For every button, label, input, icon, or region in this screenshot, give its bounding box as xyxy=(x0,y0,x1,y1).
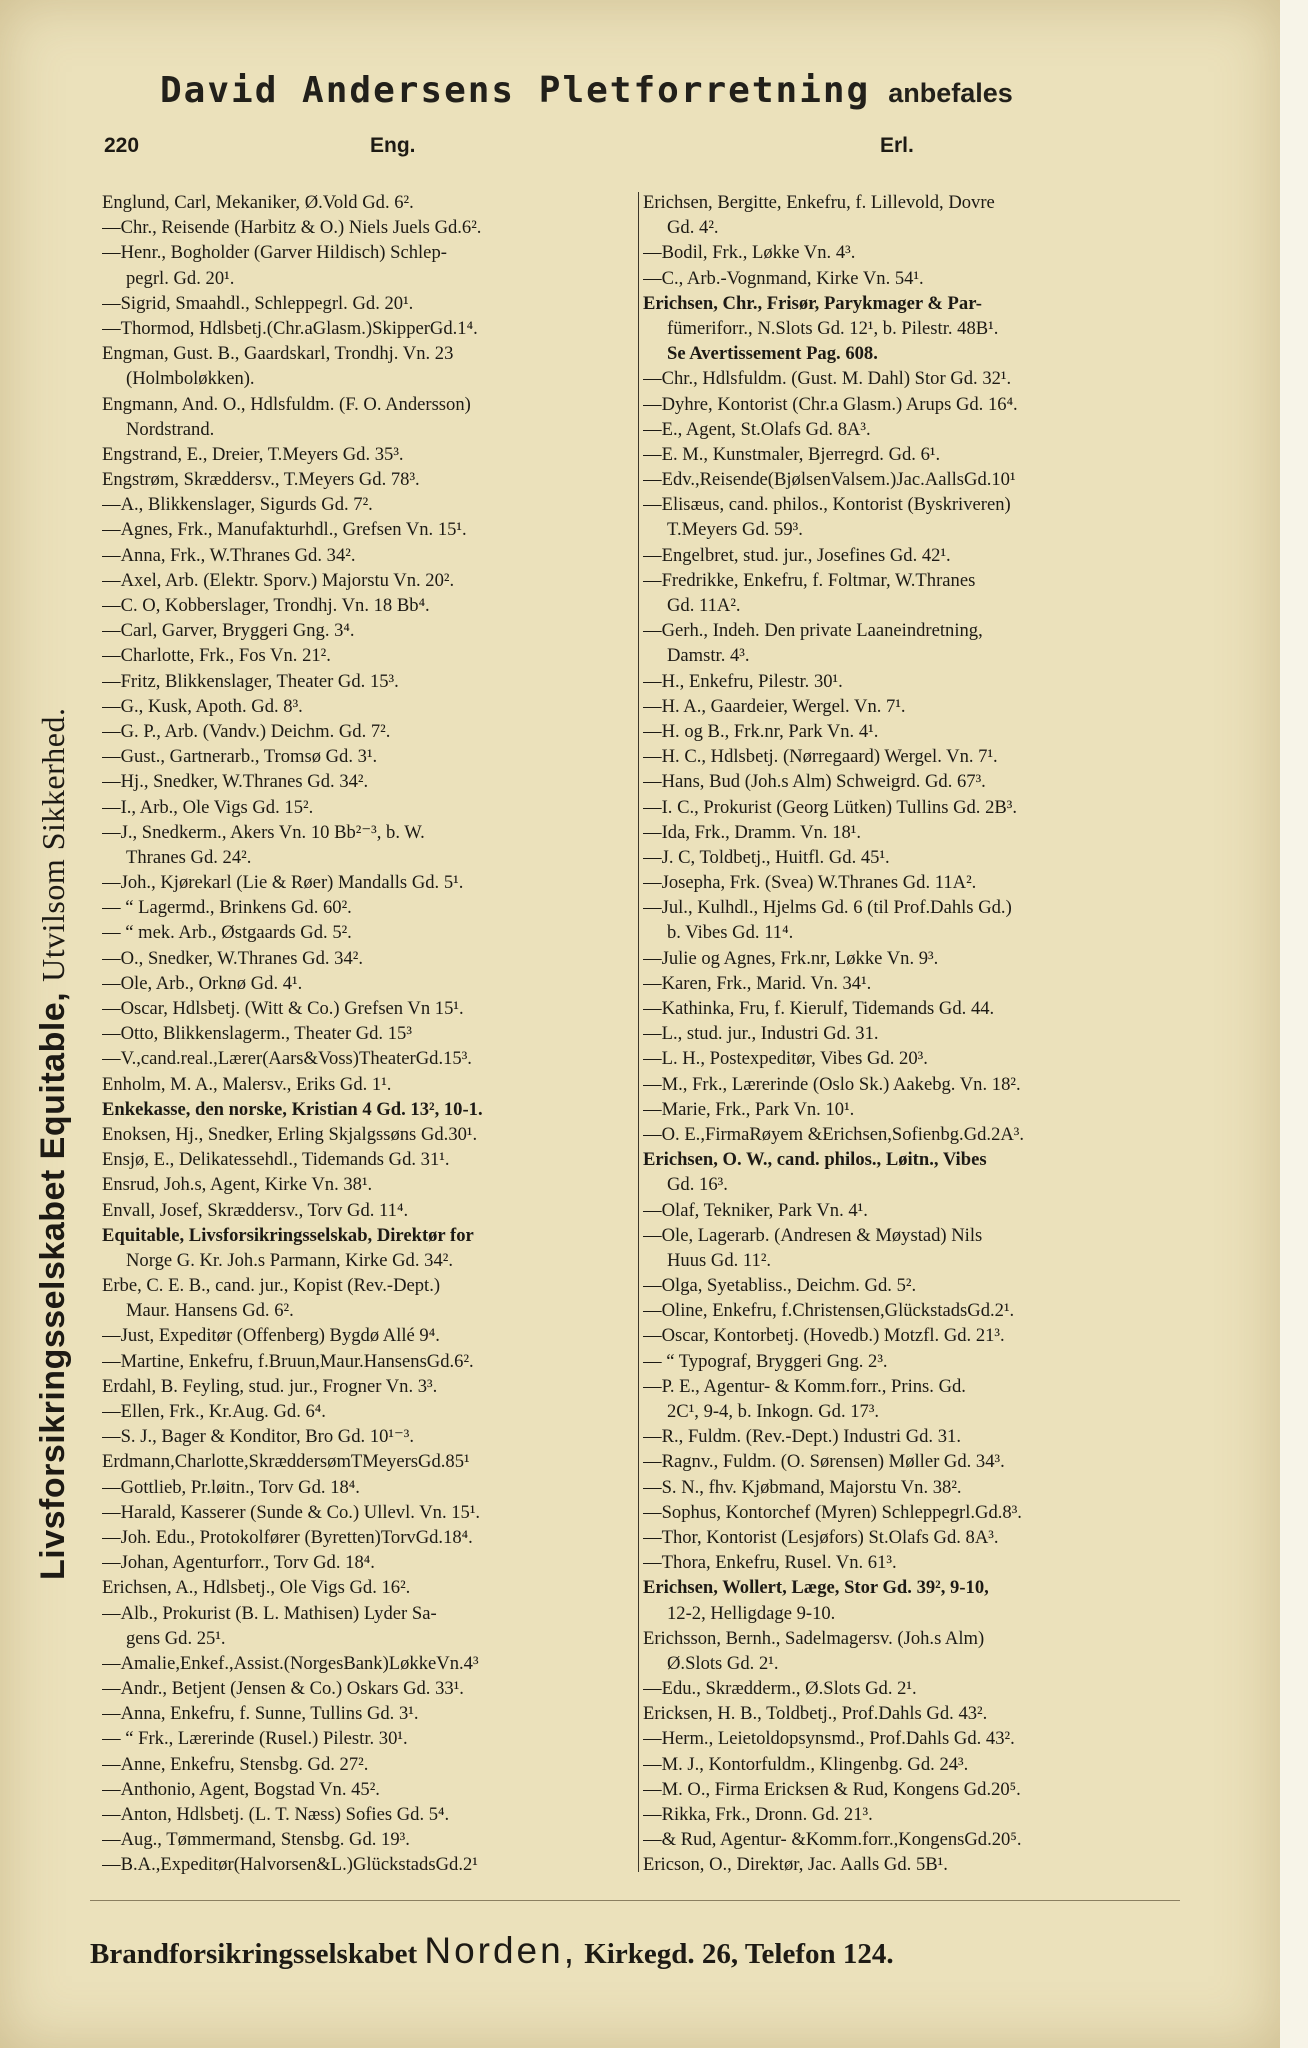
directory-line: gens Gd. 25¹. xyxy=(126,1627,226,1649)
directory-line: —Anna, Frk., W.Thranes Gd. 34². xyxy=(102,544,356,566)
directory-line: Maur. Hansens Gd. 6². xyxy=(126,1300,294,1322)
directory-line: —Just, Expeditør (Offenberg) Bygdø Allé 9⁴. xyxy=(102,1325,440,1347)
directory-line: —Joh. Edu., Protokolfører (Byretten)TorvGd.18⁴. xyxy=(102,1526,473,1548)
directory-line: Ericson, O., Direktør, Jac. Aalls Gd. 5B¹. xyxy=(643,1854,948,1876)
right-column xyxy=(643,190,1203,1878)
directory-line: —H. og B., Frk.nr, Park Vn. 4¹. xyxy=(643,720,879,742)
directory-line: —Ida, Frk., Dramm. Vn. 18¹. xyxy=(643,821,862,843)
directory-line: —Joh., Kjørekarl (Lie & Røer) Mandalls Gd. 5¹. xyxy=(102,872,464,894)
top-advertisement xyxy=(160,70,1170,111)
directory-line: Se Avertissement Pag. 608. xyxy=(667,343,878,365)
directory-line: —Andr., Betjent (Jensen & Co.) Oskars Gd. 33¹. xyxy=(102,1678,464,1700)
bottom-rule xyxy=(90,1900,1180,1901)
directory-line: Erichsen, Bergitte, Enkefru, f. Lillevold, Dovre xyxy=(643,192,995,213)
directory-line: T.Meyers Gd. 59³. xyxy=(667,519,803,541)
directory-line: Erdahl, B. Feyling, stud. jur., Frogner Vn. 3³. xyxy=(102,1375,438,1397)
directory-line: —Ragnv., Fuldm. (O. Sørensen) Møller Gd. 34³. xyxy=(643,1451,1005,1473)
directory-line: — “ Frk., Lærerinde (Rusel.) Pilestr. 30¹. xyxy=(102,1728,408,1750)
directory-line: —Martine, Enkefru, f.Bruun,Maur.HansensGd.6². xyxy=(102,1350,474,1372)
side-ad-bold: Livsforsikringsselskabet Equitable, xyxy=(34,991,72,1580)
directory-line: — “ Typograf, Bryggeri Gng. 2³. xyxy=(643,1350,888,1372)
directory-line: —Thor, Kontorist (Lesjøfors) St.Olafs Gd. 8A³. xyxy=(643,1526,999,1548)
directory-line: —Herm., Leietoldopsynsmd., Prof.Dahls Gd. 43². xyxy=(643,1728,1015,1750)
directory-line: Enoksen, Hj., Snedker, Erling Skjalgssøns Gd.30¹. xyxy=(102,1123,478,1145)
directory-line: Huus Gd. 11². xyxy=(667,1249,772,1271)
directory-line: —Oline, Enkefru, f.Christensen,GlückstadsGd.2¹. xyxy=(643,1300,1015,1322)
directory-line: —Anne, Enkefru, Stensbg. Gd. 27². xyxy=(102,1753,369,1775)
directory-line: —Aug., Tømmermand, Stensbg. Gd. 19³. xyxy=(102,1829,410,1851)
directory-line: —C., Arb.-Vognmand, Kirke Vn. 54¹. xyxy=(643,267,924,289)
directory-line: — “ mek. Arb., Østgaards Gd. 5². xyxy=(102,922,352,944)
directory-line: —Thormod, Hdlsbetj.(Chr.aGlasm.)SkipperGd.1⁴. xyxy=(102,317,478,339)
directory-line: —B.A.,Expeditør(Halvorsen&L.)GlückstadsGd.2¹ xyxy=(102,1854,478,1876)
directory-line: —I., Arb., Ole Vigs Gd. 15². xyxy=(102,796,314,818)
directory-line: —G. P., Arb. (Vandv.) Deichm. Gd. 7². xyxy=(102,720,391,742)
directory-line: —Sophus, Kontorchef (Myren) Schleppegrl.Gd.8³. xyxy=(643,1501,1022,1523)
directory-line: b. Vibes Gd. 11⁴. xyxy=(667,922,794,944)
directory-line: Erdmann,Charlotte,SkræddersømTMeyersGd.85¹ xyxy=(102,1451,470,1473)
directory-line: —Otto, Blikkenslagerm., Theater Gd. 15³ xyxy=(102,1023,412,1045)
directory-line: —R., Fuldm. (Rev.-Dept.) Industri Gd. 31. xyxy=(643,1426,961,1448)
directory-line: —H. C., Hdlsbetj. (Nørregaard) Wergel. Vn. 7¹. xyxy=(643,746,998,768)
directory-line: —Olaf, Tekniker, Park Vn. 4¹. xyxy=(643,1199,868,1221)
directory-line: —Sigrid, Smaahdl., Schleppegrl. Gd. 20¹. xyxy=(102,292,414,314)
directory-line: —Henr., Bogholder (Garver Hildisch) Schlep- xyxy=(102,242,447,264)
directory-line: —Rikka, Frk., Dronn. Gd. 21³. xyxy=(643,1804,873,1825)
directory-line: —Ellen, Frk., Kr.Aug. Gd. 6⁴. xyxy=(102,1401,326,1422)
bottom-advertisement xyxy=(90,1930,1180,1972)
directory-line: pegrl. Gd. 20¹. xyxy=(126,267,235,289)
directory-line: Ø.Slots Gd. 2¹. xyxy=(667,1652,779,1674)
directory-line: —Oscar, Kontorbetj. (Hovedb.) Motzfl. Gd. 21³. xyxy=(643,1325,1005,1347)
directory-line: —Bodil, Frk., Løkke Vn. 4³. xyxy=(643,242,856,264)
directory-line: —H. A., Gaardeier, Wergel. Vn. 7¹. xyxy=(643,695,906,717)
left-guide-word: Eng. xyxy=(370,134,416,157)
directory-line: 12-2, Helligdage 9-10. xyxy=(667,1602,836,1624)
bottom-ad-name: Norden, xyxy=(424,1930,577,1971)
directory-line: —Anthonio, Agent, Bogstad Vn. 45². xyxy=(102,1778,380,1800)
directory-line: —Charlotte, Frk., Fos Vn. 21². xyxy=(102,645,331,667)
directory-line: —Chr., Hdlsfuldm. (Gust. M. Dahl) Stor Gd. 32¹. xyxy=(643,368,1012,390)
directory-line: Engman, Gust. B., Gaardskarl, Trondhj. Vn. 23 xyxy=(102,343,454,365)
page-number: 220 xyxy=(104,134,140,157)
directory-line: —M. J., Kontorfuldm., Klingenbg. Gd. 24³. xyxy=(643,1753,969,1775)
directory-line: —Anna, Enkefru, f. Sunne, Tullins Gd. 3¹. xyxy=(102,1703,419,1725)
directory-line: Norge G. Kr. Joh.s Parmann, Kirke Gd. 34². xyxy=(126,1249,453,1271)
directory-line: —Edu., Skrædderm., Ø.Slots Gd. 2¹. xyxy=(643,1678,917,1700)
directory-line: —Julie og Agnes, Frk.nr, Løkke Vn. 9³. xyxy=(643,947,939,969)
side-ad-light: Utvilsom Sikkerhed. xyxy=(35,707,71,982)
directory-line: Englund, Carl, Mekaniker, Ø.Vold Gd. 6². xyxy=(102,192,414,213)
directory-line: Ericksen, H. B., Toldbetj., Prof.Dahls Gd. 43². xyxy=(643,1703,988,1725)
directory-line: Engstrand, E., Dreier, T.Meyers Gd. 35³. xyxy=(102,443,404,465)
directory-line: —Ole, Lagerarb. (Andresen & Møystad) Nils xyxy=(643,1224,983,1246)
directory-line: —Gust., Gartnerarb., Tromsø Gd. 3¹. xyxy=(102,746,378,768)
directory-line: —Hans, Bud (Joh.s Alm) Schweigrd. Gd. 67³. xyxy=(643,771,986,793)
directory-line: —Anton, Hdlsbetj. (L. T. Næss) Sofies Gd. 5⁴. xyxy=(102,1804,450,1825)
directory-line: —Carl, Garver, Bryggeri Gng. 3⁴. xyxy=(102,620,355,642)
directory-line: Equitable, Livsforsikringsselskab, Direktør for xyxy=(102,1224,474,1246)
directory-line: —Olga, Syetabliss., Deichm. Gd. 5². xyxy=(643,1275,917,1297)
directory-line: —Ole, Arb., Orknø Gd. 4¹. xyxy=(102,972,303,994)
directory-line: (Holmboløkken). xyxy=(126,368,255,390)
directory-line: —Harald, Kasserer (Sunde & Co.) Ullevl. Vn. 15¹. xyxy=(102,1501,481,1523)
directory-line: —Oscar, Hdlsbetj. (Witt & Co.) Grefsen Vn 15¹. xyxy=(102,998,464,1019)
directory-line: —Gottlieb, Pr.løitn., Torv Gd. 18⁴. xyxy=(102,1476,360,1498)
top-ad-suffix: anbefales xyxy=(888,78,1013,108)
directory-line: —Marie, Frk., Park Vn. 10¹. xyxy=(643,1098,855,1120)
directory-line: —Elisæus, cand. philos., Kontorist (Byskriveren) xyxy=(643,494,1011,516)
directory-line: —Edv.,Reisende(BjølsenValsem.)Jac.AallsGd.10¹ xyxy=(643,469,1016,491)
directory-line: —Alb., Prokurist (B. L. Mathisen) Lyder Sa- xyxy=(102,1602,437,1624)
directory-line: —S. N., fhv. Kjøbmand, Majorstu Vn. 38². xyxy=(643,1476,962,1498)
left-column xyxy=(102,190,636,1878)
directory-line: Enkekasse, den norske, Kristian 4 Gd. 13², 10-1. xyxy=(102,1098,483,1120)
directory-line: —Thora, Enkefru, Rusel. Vn. 61³. xyxy=(643,1552,897,1574)
directory-line: fümeriforr., N.Slots Gd. 12¹, b. Pilestr. 48B¹. xyxy=(667,317,999,339)
directory-line: —Axel, Arb. (Elektr. Sporv.) Majorstu Vn. 20². xyxy=(102,569,455,591)
directory-line: Gd. 16³. xyxy=(667,1174,728,1196)
directory-line: —Agnes, Frk., Manufakturhdl., Grefsen Vn. 15¹. xyxy=(102,519,467,541)
directory-line: —Jul., Kulhdl., Hjelms Gd. 6 (til Prof.Dahls Gd.) xyxy=(643,897,1012,919)
directory-line: —Dyhre, Kontorist (Chr.a Glasm.) Arups Gd. 16⁴. xyxy=(643,393,1018,415)
directory-line: Thranes Gd. 24². xyxy=(126,846,252,868)
directory-line: —Karen, Frk., Marid. Vn. 34¹. xyxy=(643,972,872,994)
directory-line: Ensjø, E., Delikatessehdl., Tidemands Gd. 31¹. xyxy=(102,1149,450,1171)
directory-line: Erbe, C. E. B., cand. jur., Kopist (Rev.-Dept.) xyxy=(102,1275,441,1297)
directory-line: —G., Kusk, Apoth. Gd. 8³. xyxy=(102,695,303,717)
bottom-ad-suffix: Kirkegd. 26, Telefon 124. xyxy=(584,1938,894,1970)
directory-line: 2C¹, 9-4, b. Inkogn. Gd. 17³. xyxy=(667,1401,880,1422)
directory-line: —O., Snedker, W.Thranes Gd. 34². xyxy=(102,947,363,969)
directory-line: Engmann, And. O., Hdlsfuldm. (F. O. Andersson) xyxy=(102,393,471,415)
directory-line: —Engelbret, stud. jur., Josefines Gd. 42¹. xyxy=(643,544,951,566)
directory-line: —I. C., Prokurist (Georg Lütken) Tullins Gd. 2B³. xyxy=(643,796,1018,818)
directory-line: —P. E., Agentur- & Komm.forr., Prins. Gd. xyxy=(643,1375,966,1397)
directory-line: —M., Frk., Lærerinde (Oslo Sk.) Aakebg. Vn. 18². xyxy=(643,1073,1021,1095)
directory-line: —Johan, Agenturforr., Torv Gd. 18⁴. xyxy=(102,1552,375,1574)
directory-line: Nordstrand. xyxy=(126,418,215,440)
directory-line: —L. H., Postexpeditør, Vibes Gd. 20³. xyxy=(643,1048,928,1070)
directory-line: —& Rud, Agentur- &Komm.forr.,KongensGd.20⁵. xyxy=(643,1829,1022,1851)
side-advertisement xyxy=(34,570,73,1580)
column-divider xyxy=(638,192,639,1872)
directory-line: Envall, Josef, Skræddersv., Torv Gd. 11⁴. xyxy=(102,1199,409,1221)
directory-line: —O. E.,FirmaRøyem &Erichsen,Sofienbg.Gd.2A³. xyxy=(643,1123,1025,1145)
directory-line: Enholm, M. A., Malersv., Eriks Gd. 1¹. xyxy=(102,1073,392,1095)
directory-line: —J. C, Toldbetj., Huitfl. Gd. 45¹. xyxy=(643,846,890,868)
directory-line: Erichsen, Chr., Frisør, Parykmager & Par- xyxy=(643,292,982,314)
directory-line: Engstrøm, Skræddersv., T.Meyers Gd. 78³. xyxy=(102,469,420,491)
directory-line: —C. O, Kobberslager, Trondhj. Vn. 18 Bb⁴. xyxy=(102,595,430,616)
directory-line: —V.,cand.real.,Lærer(Aars&Voss)TheaterGd.15³. xyxy=(102,1048,472,1070)
directory-line: —S. J., Bager & Konditor, Bro Gd. 10¹⁻³. xyxy=(102,1426,415,1448)
directory-line: Ensrud, Joh.s, Agent, Kirke Vn. 38¹. xyxy=(102,1174,373,1196)
directory-line: —E. M., Kunstmaler, Bjerregrd. Gd. 6¹. xyxy=(643,443,941,465)
directory-line: —M. O., Firma Ericksen & Rud, Kongens Gd.20⁵. xyxy=(643,1778,1021,1800)
directory-line: —Kathinka, Fru, f. Kierulf, Tidemands Gd. 44. xyxy=(643,998,995,1019)
directory-line: —Hj., Snedker, W.Thranes Gd. 34². xyxy=(102,771,369,793)
directory-line: Erichsson, Bernh., Sadelmagersv. (Joh.s Alm) xyxy=(643,1627,985,1649)
directory-line: —Josepha, Frk. (Svea) W.Thranes Gd. 11A². xyxy=(643,872,977,894)
directory-line: —J., Snedkerm., Akers Vn. 10 Bb²⁻³, b. W. xyxy=(102,821,425,843)
directory-line: Erichsen, O. W., cand. philos., Løitn., Vibes xyxy=(643,1149,987,1171)
directory-line: —L., stud. jur., Industri Gd. 31. xyxy=(643,1023,879,1045)
directory-line: —A., Blikkenslager, Sigurds Gd. 7². xyxy=(102,494,373,516)
directory-line: — “ Lagermd., Brinkens Gd. 60². xyxy=(102,897,352,919)
right-guide-word: Erl. xyxy=(880,134,914,157)
directory-line: —Amalie,Enkef.,Assist.(NorgesBank)LøkkeVn.4³ xyxy=(102,1652,479,1674)
directory-line: Erichsen, A., Hdlsbetj., Ole Vigs Gd. 16². xyxy=(102,1577,411,1599)
directory-line: —E., Agent, St.Olafs Gd. 8A³. xyxy=(643,418,871,440)
top-ad-name: David Andersens Pletforretning xyxy=(160,70,871,111)
directory-line: —H., Enkefru, Pilestr. 30¹. xyxy=(643,670,843,692)
directory-line: Gd. 4². xyxy=(667,217,719,239)
directory-line: —Fritz, Blikkenslager, Theater Gd. 15³. xyxy=(102,670,399,692)
directory-line: Erichsen, Wollert, Læge, Stor Gd. 39², 9-10, xyxy=(643,1577,989,1599)
bottom-ad-prefix: Brandforsikringsselskabet xyxy=(90,1938,418,1970)
directory-line: —Fredrikke, Enkefru, f. Foltmar, W.Thranes xyxy=(643,569,976,591)
directory-line: —Gerh., Indeh. Den private Laaneindretning, xyxy=(643,620,983,642)
directory-line: Gd. 11A². xyxy=(667,595,741,616)
directory-line: Damstr. 4³. xyxy=(667,645,750,667)
directory-line: —Chr., Reisende (Harbitz & O.) Niels Juels Gd.6². xyxy=(102,217,482,239)
